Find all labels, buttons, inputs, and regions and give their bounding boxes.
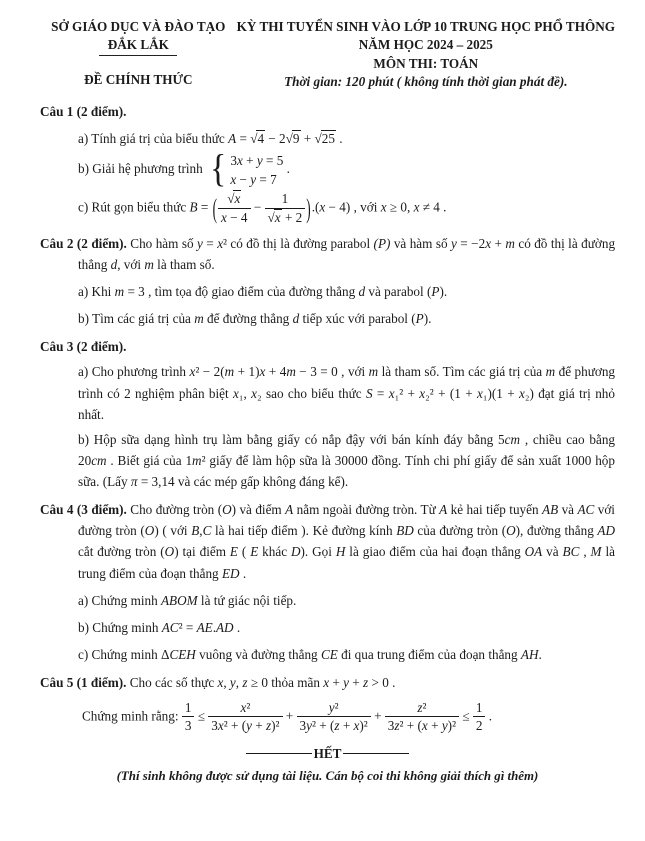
math-italic: x	[251, 385, 258, 401]
math-italic: m	[545, 364, 556, 380]
sqrt-radical	[268, 209, 282, 225]
question-4-intro-text: Cho đường tròn (O) và điểm A nằm ngoài đường tròn. Từ A kẻ hai tiếp tuyến AB và AC với đường tròn (O) ( với B,C là hai tiếp điểm ). Kẻ đường kính BD của đường tròn (O), đường thẳng AD cắt đường tròn (O) tại điểm E ( E khác D). Gọi H là giao điểm của hai đoạn thẳng OA và BC , M là trung điểm của đoạn thẳng ED .	[78, 502, 616, 581]
math-italic: x	[217, 235, 224, 251]
question-2-title: Câu 2 (2 điểm).	[40, 235, 127, 251]
footer	[40, 743, 615, 787]
math-italic: ABOM	[160, 592, 198, 608]
math-italic: CEH	[169, 646, 196, 662]
equation-2: x − y = 7	[230, 172, 277, 188]
math-italic: cm	[91, 452, 107, 468]
sqrt-radical	[315, 130, 336, 146]
denominator: 3z² + (x + y)²	[387, 718, 457, 734]
math-italic: x	[388, 385, 395, 401]
fraction	[385, 700, 459, 733]
sqrt-radical	[227, 190, 241, 206]
math-italic: P	[431, 284, 440, 300]
math-italic: O	[222, 502, 232, 518]
math-italic: B	[189, 200, 198, 216]
math-italic: x	[230, 172, 237, 188]
question-3a: a) Cho phương trình x² − 2(m + 1)x + 4m − 3 = 0 , với m là tham số. Tìm các giá trị của m để phương trình có 2 nghiệm phân biệt x₁, x₂ sao cho biểu thức S = x₁² + x₂² + (1 + x₁)(1 + x₂) đạt giá trị nhỏ nhất.	[78, 364, 616, 422]
footer-note: (Thí sinh không được sử dụng tài liệu. Cán bộ coi thi không giải thích gì thêm)	[116, 768, 539, 783]
official-exam-label: ĐỀ CHÍNH THỨC	[84, 71, 193, 87]
math-italic: ED	[221, 565, 240, 581]
math-italic: A	[285, 502, 294, 518]
math-italic: y	[197, 235, 203, 251]
fraction	[297, 700, 371, 733]
question-3-title: Câu 3 (2 điểm).	[40, 339, 127, 355]
province-name: ĐẮK LẮK	[107, 36, 169, 52]
math-italic: M	[590, 544, 602, 560]
math-italic: x	[236, 153, 243, 169]
question-2b: b) Tìm các giá trị của m để đường thẳng d tiếp xúc với parabol (P).	[78, 311, 432, 327]
question-1b	[78, 148, 615, 192]
math-italic: x	[323, 675, 330, 691]
math-italic: x	[419, 385, 426, 401]
math-italic: y	[306, 718, 312, 734]
fraction	[473, 700, 486, 733]
school-year: NĂM HỌC 2024 – 2025	[358, 37, 493, 53]
math-italic: E	[229, 544, 238, 560]
radical-sign: √	[227, 191, 234, 207]
math-italic: m	[114, 284, 125, 300]
math-italic: x	[380, 200, 387, 216]
math-italic: O	[164, 544, 175, 560]
question-1c: c) Rút gọn biểu thức B = ( $\frac{√x}{x - 4}$ − $\frac{1}{√x + 2}$ ).(x − 4) , với x ≥ 0, x ≠ 4 .	[78, 192, 615, 225]
math-italic: x	[485, 235, 492, 251]
question-2-intro-text: Cho hàm số y = x² có đồ thị là đường parabol (P) và hàm số y = −2x + m có đồ thị là đường thẳng d, với m là tham số.	[78, 235, 616, 272]
math-italic: O	[506, 523, 516, 539]
underline-rule	[99, 55, 177, 56]
question-4	[40, 499, 615, 665]
math-italic: m	[286, 364, 296, 380]
sqrt-radical	[286, 130, 301, 146]
duration-note: Thời gian: 120 phút ( không tính thời gian phát đề).	[284, 74, 568, 90]
question-4c: c) Chứng minh ΔCEH vuông và đường thẳng CE đi qua trung điểm của đoạn thẳng AH.	[78, 646, 542, 662]
math-italic: AD	[597, 523, 616, 539]
question-2a: a) Khi m = 3 , tìm tọa độ giao điểm của đường thẳng d và parabol (P).	[78, 284, 448, 300]
sqrt-radical	[250, 130, 265, 146]
header-right-block	[237, 18, 615, 92]
math-italic: CE	[320, 646, 338, 662]
math-italic: m	[505, 235, 515, 251]
math-italic: x	[259, 364, 266, 380]
numerator: z²	[385, 700, 459, 717]
math-italic: x	[221, 209, 227, 225]
math-italic: O	[144, 523, 155, 539]
math-italic: z	[334, 718, 340, 734]
question-5	[40, 672, 615, 734]
math-italic: d	[292, 311, 300, 327]
questions-body	[40, 101, 615, 735]
fraction	[208, 700, 282, 733]
question-1b-text: b) Giải hệ phương trình	[78, 161, 203, 177]
math-italic: AE	[196, 619, 213, 635]
math-italic: A	[228, 131, 237, 147]
math-italic: x	[477, 385, 483, 401]
question-4b: b) Chứng minh AC² = AE.AD .	[78, 619, 241, 635]
header	[40, 18, 615, 92]
question-3	[40, 336, 615, 492]
end-marker-line	[40, 743, 615, 764]
big-paren: (	[212, 192, 218, 224]
radicand	[233, 190, 241, 206]
math-italic: x	[274, 209, 281, 225]
math-italic: y	[229, 675, 236, 691]
math-italic: x	[319, 200, 326, 216]
math-italic: OA	[524, 544, 543, 560]
big-paren: )	[306, 192, 311, 224]
system-period: .	[286, 161, 290, 177]
math-italic: z	[266, 718, 272, 734]
denominator: 3y² + (z + x)²	[299, 718, 368, 734]
equation-1: 3x + y = 5	[230, 153, 284, 169]
math-italic: z	[242, 675, 248, 691]
math-italic: y	[246, 718, 252, 734]
math-italic: m	[368, 364, 379, 380]
math-italic: z	[417, 700, 423, 716]
math-italic: π	[130, 474, 138, 490]
question-4-title: Câu 4 (3 điểm).	[40, 502, 127, 518]
fraction	[218, 191, 250, 224]
math-italic: D	[291, 544, 301, 560]
subject-line: MÔN THI: TOÁN	[373, 55, 479, 71]
math-italic: BD	[396, 523, 414, 539]
denominator: 3x² + (y + z)²	[211, 718, 280, 734]
question-1a: a) Tính giá trị của biểu thức A = √4 − 2√9 + √25 .	[78, 131, 343, 147]
math-italic: x	[217, 718, 224, 734]
curly-brace: {	[210, 148, 227, 192]
question-2	[40, 233, 615, 330]
radical-sign: √	[250, 131, 257, 147]
math-italic: x	[233, 385, 239, 401]
math-italic: y	[451, 235, 457, 251]
math-italic: y	[343, 675, 349, 691]
question-4a: a) Chứng minh ABOM là tứ giác nội tiếp.	[78, 592, 297, 608]
math-italic: x	[421, 718, 428, 734]
math-italic: P	[415, 311, 424, 327]
math-italic: y	[328, 700, 335, 716]
question-5-title: Câu 5 (1 điểm).	[40, 675, 127, 691]
end-marker-dash-left	[246, 753, 312, 754]
end-marker-label: HẾT	[313, 745, 342, 761]
math-italic: S	[365, 385, 373, 401]
radicand: 4	[257, 131, 265, 147]
numerator: x²	[208, 700, 282, 717]
math-italic: AC	[161, 619, 179, 635]
numerator	[218, 191, 250, 208]
question-3b: b) Hộp sữa dạng hình trụ làm bằng giấy có nắp đậy với bán kính đáy bằng 5cm , chiều cao bằng 20cm . Biết giá của 1m² giấy để làm hộp sữa là 30000 đồng. Tính chi phí giấy để sản xuất 1000 hộp sữa. (Lấy π = 3,14 và các mép gấp không đáng kể).	[78, 431, 616, 490]
question-1	[40, 101, 615, 226]
math-italic: C	[202, 523, 212, 539]
math-italic: AH	[520, 646, 539, 662]
math-italic: AB	[542, 502, 559, 518]
fraction	[265, 191, 306, 224]
math-italic: y	[250, 172, 257, 188]
math-italic: m	[144, 256, 154, 272]
radical-sign: √	[314, 131, 321, 147]
math-italic: x	[189, 364, 196, 380]
header-left-block	[40, 18, 237, 92]
end-marker-dash-right	[343, 753, 409, 754]
math-italic: y	[441, 718, 448, 734]
math-italic: d	[110, 256, 118, 272]
radicand: 9	[292, 131, 300, 147]
radicand: 25	[321, 131, 335, 147]
math-italic: x	[353, 718, 360, 734]
numerator: y²	[297, 700, 371, 717]
math-italic: m	[194, 311, 204, 327]
math-italic: m	[224, 364, 235, 380]
denominator: x − 4	[221, 209, 248, 225]
numerator: 1	[473, 700, 486, 717]
exam-title: KỲ THI TUYỂN SINH VÀO LỚP 10 TRUNG HỌC PHỔ THÔNG	[236, 19, 615, 34]
question-1-title: Câu 1 (2 điểm).	[40, 103, 127, 119]
math-italic: x	[240, 700, 247, 716]
fraction	[182, 700, 195, 733]
question-2-intro	[40, 233, 615, 275]
math-italic: A	[439, 502, 448, 518]
math-italic: m	[192, 452, 202, 468]
math-italic: E	[250, 544, 259, 560]
question-4-intro	[40, 499, 615, 584]
denominator: 3	[184, 718, 192, 734]
numerator: 1	[182, 700, 195, 717]
question-5-intro	[40, 672, 615, 693]
radicand	[274, 209, 282, 225]
numerator: 1	[265, 191, 306, 208]
equation-system-rows	[230, 151, 283, 189]
math-italic: BC	[562, 544, 580, 560]
math-italic: AC	[577, 502, 595, 518]
math-italic: x	[518, 385, 525, 401]
denominator: 2	[475, 718, 483, 734]
math-italic: x	[413, 200, 420, 216]
department-name: SỞ GIÁO DỤC VÀ ĐÀO TẠO	[51, 19, 226, 34]
math-italic: (P)	[373, 235, 391, 251]
equation-system	[210, 148, 284, 192]
math-italic: z	[394, 718, 400, 734]
question-5-inequality: Chứng minh rằng: $\frac{1}{3}$ ≤ $\frac{\text{x²}}{\text{3x² + (y + z)²}}$ + $\frac{\text{y²}}{\text{3y² + (z + x)²}}$ + $\frac{\text{z²}}{\text{3z² + (x + y)²}}$ ≤ $\frac{1}{2}$ .	[82, 700, 493, 734]
math-italic: AD	[216, 619, 234, 635]
math-italic: d	[358, 284, 366, 300]
radical-sign: √	[267, 209, 274, 225]
math-italic: B	[191, 523, 200, 539]
math-italic: cm	[504, 431, 521, 447]
math-italic: x	[234, 191, 241, 207]
question-5-intro-text: Cho các số thực x, y, z ≥ 0 thỏa mãn x + y + z > 0 .	[129, 675, 396, 691]
math-italic: x	[217, 675, 224, 691]
math-italic: y	[256, 153, 263, 169]
denominator: √x + 2	[267, 209, 303, 225]
math-italic: z	[363, 675, 369, 691]
math-italic: H	[335, 544, 346, 560]
radical-sign: √	[285, 131, 292, 147]
